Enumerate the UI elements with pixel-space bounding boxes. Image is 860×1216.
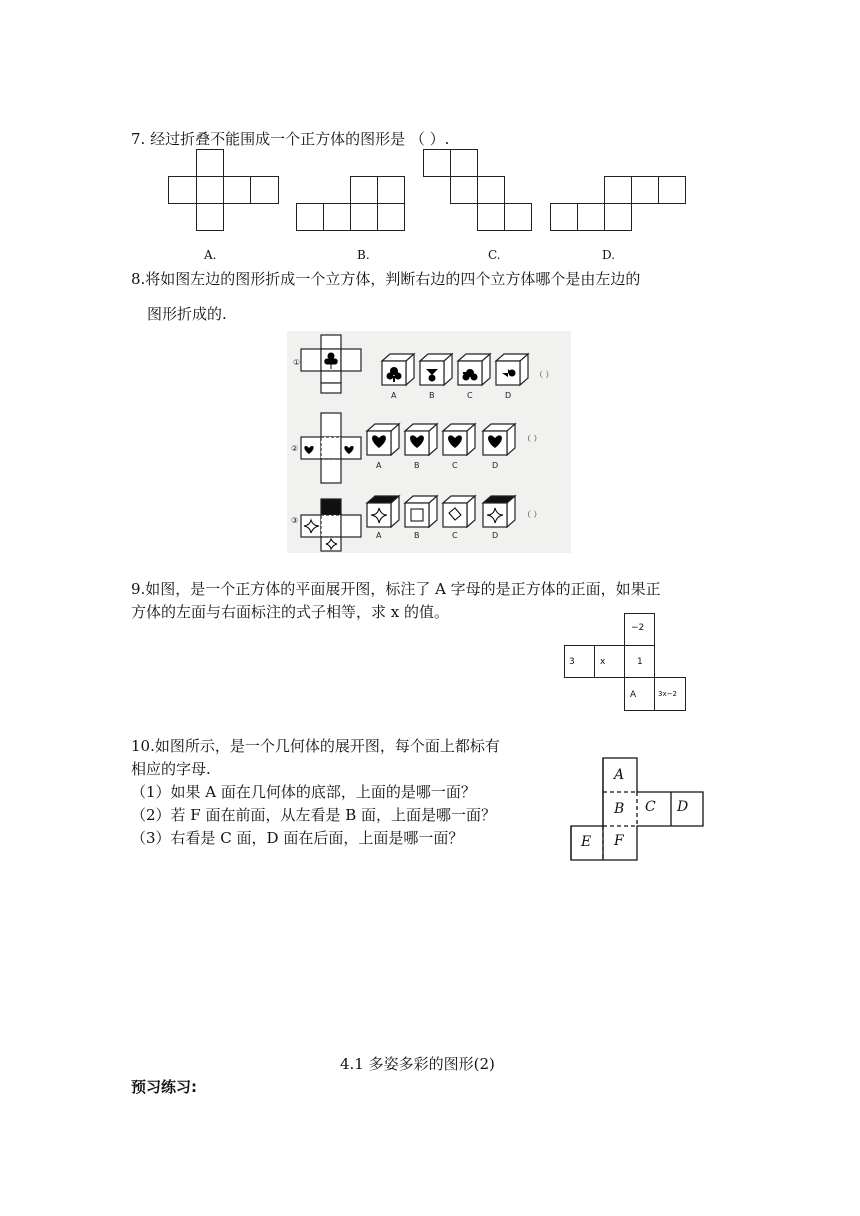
q8-r1-b: B xyxy=(429,391,435,400)
q10-face-c: C xyxy=(645,799,656,815)
q7-option-d: D. xyxy=(602,248,616,262)
q10-face-a: A xyxy=(614,767,625,783)
q10-net xyxy=(571,758,703,860)
section-title: 4.1 多姿多彩的图形(2) xyxy=(340,1055,495,1073)
q8-r2-a: A xyxy=(376,461,382,470)
q10-line2: 相应的字母. xyxy=(131,760,211,778)
preview-heading: 预习练习: xyxy=(131,1078,197,1096)
q8-line1: 8.将如图左边的图形折成一个立方体，判断右边的四个立方体哪个是由左边的 xyxy=(131,270,641,288)
q8-figure-drawing xyxy=(287,331,571,553)
q10-sub2: （2）若 F 面在前面，从左看是 B 面，上面是哪一面？ xyxy=(131,806,497,824)
q8-r2-d: D xyxy=(492,461,499,470)
q10-face-b: B xyxy=(614,801,625,817)
q8-row2-num: ② xyxy=(291,444,299,453)
q10-sub3: （3）右看是 C 面，D 面在后面，上面是哪一面？ xyxy=(131,829,464,847)
q8-r3-c: C xyxy=(452,531,458,540)
q10-line1: 10.如图所示，是一个几何体的展开图，每个面上都标有 xyxy=(131,737,500,755)
q9-cell-left: 3 xyxy=(569,657,575,667)
q7-option-c: C. xyxy=(488,248,501,262)
q8-figure xyxy=(287,331,571,553)
q7-text: 7. 经过折叠不能围成一个正方体的图形是 （ ）. xyxy=(131,130,450,148)
q10-face-e: E xyxy=(581,834,592,850)
q8-row3-num: ③ xyxy=(291,516,299,525)
q8-r3-a: A xyxy=(376,531,382,540)
q8-r2-b: B xyxy=(414,461,420,470)
q8-r3-d: D xyxy=(492,531,499,540)
q10-sub1: （1）如果 A 面在几何体的底部，上面的是哪一面？ xyxy=(131,783,476,801)
q8-r1-c: C xyxy=(467,391,473,400)
q9-line1: 9.如图，是一个正方体的平面展开图，标注了 A 字母的是正方体的正面，如果正 xyxy=(131,580,661,598)
q9-cell-top: −2 xyxy=(631,623,645,633)
q8-r3-paren: （ ） xyxy=(523,510,542,519)
q8-r1-paren: （ ） xyxy=(535,370,554,379)
q10-face-d: D xyxy=(677,799,689,815)
q9-net xyxy=(564,613,686,711)
q7-option-a: A. xyxy=(204,248,217,262)
q9-cell-mid: x xyxy=(600,657,606,667)
q9-cell-a: A xyxy=(630,690,637,700)
q10-face-f: F xyxy=(614,833,624,849)
q8-r3-b: B xyxy=(414,531,420,540)
q7-option-b: B. xyxy=(357,248,370,262)
q8-r2-paren: （ ） xyxy=(523,434,542,443)
q9-line2: 方体的左面与右面标注的式子相等，求 x 的值。 xyxy=(131,603,449,621)
q9-cell-right: 1 xyxy=(637,657,643,667)
q8-row1-num: ① xyxy=(293,358,301,367)
q8-r2-c: C xyxy=(452,461,458,470)
q8-r1-d: D xyxy=(505,391,512,400)
q8-line2: 图形折成的. xyxy=(147,305,227,323)
q8-r1-a: A xyxy=(391,391,397,400)
q9-cell-3x-2: 3x−2 xyxy=(658,690,677,698)
